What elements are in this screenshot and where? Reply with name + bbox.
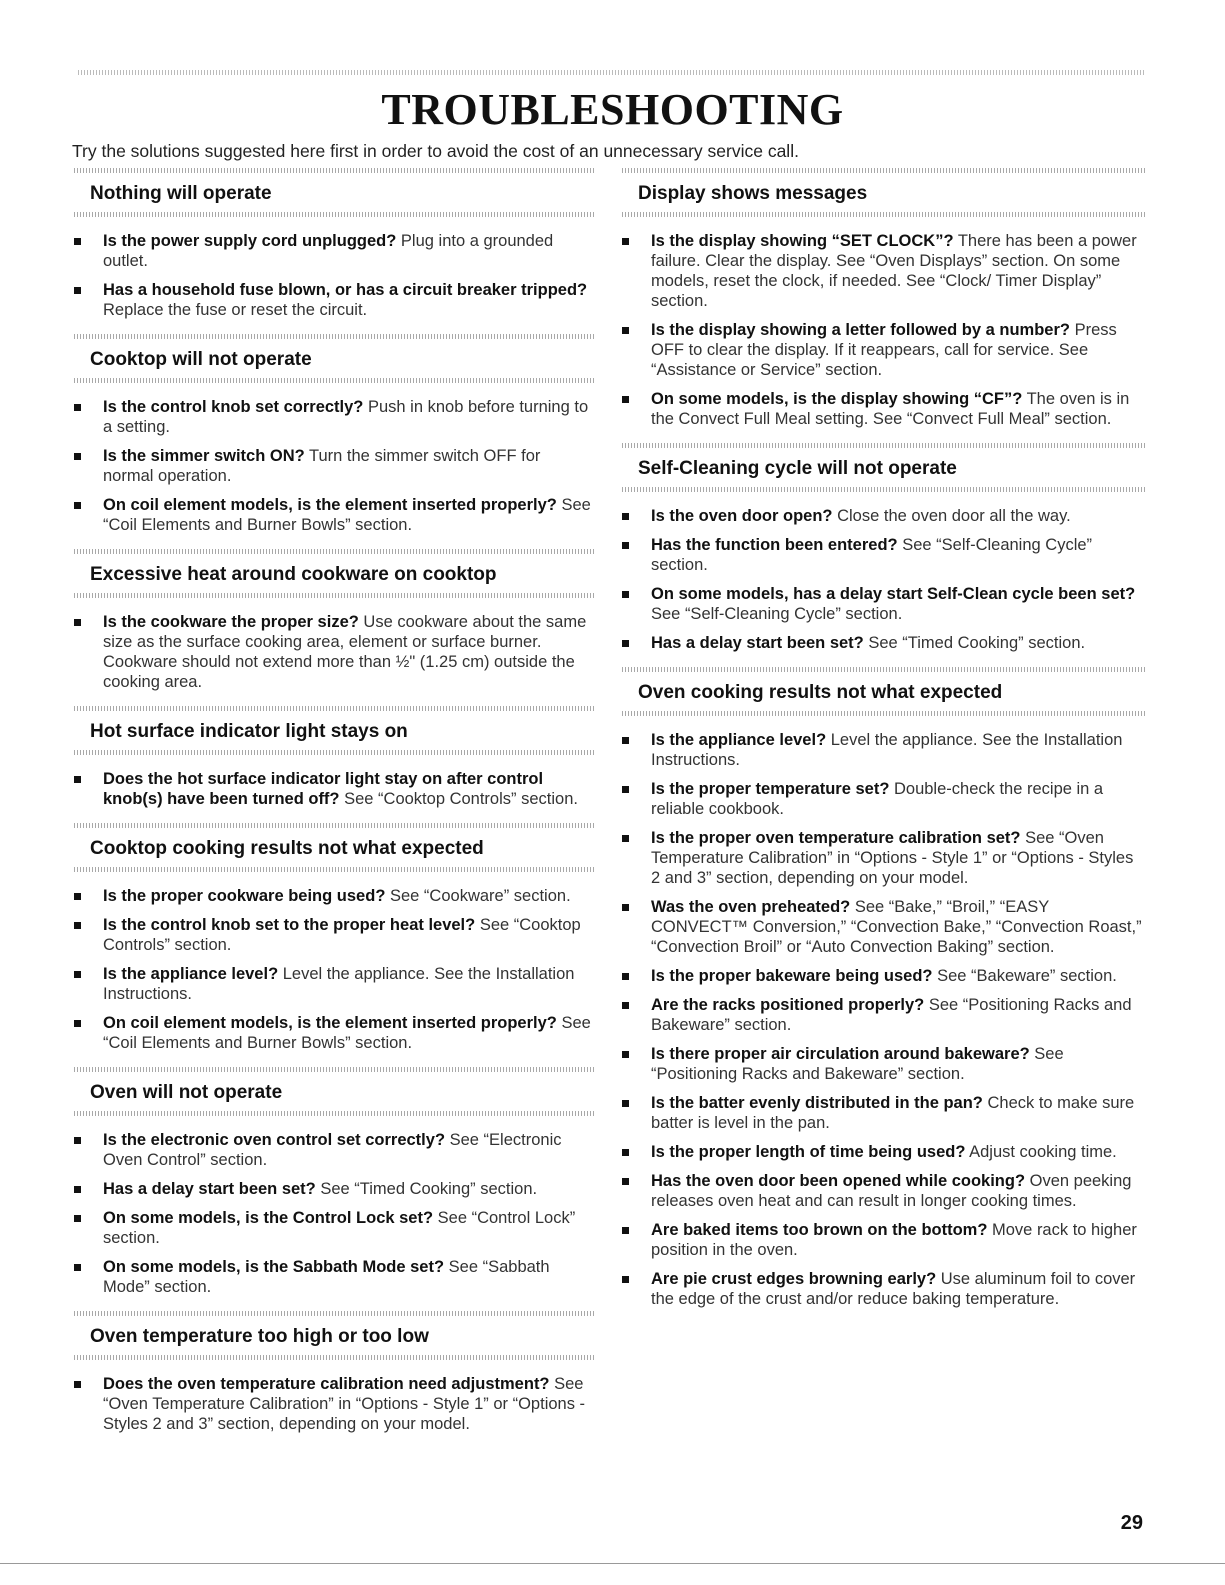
square-bullet-icon [622,542,629,549]
answer-text: Close the oven door all the way. [832,507,1071,525]
answer-text: See “Cooktop Controls” section. [103,916,581,954]
square-bullet-icon [74,1137,81,1144]
troubleshooting-section [622,443,1147,653]
square-bullet-icon [622,327,629,334]
question-text: Are the racks positioned properly? [651,996,925,1014]
question-text: On some models, is the Control Lock set? [103,1209,434,1227]
question-text: Has a household fuse blown, or has a circuit breaker tripped? [103,281,588,299]
square-bullet-icon [74,404,81,411]
question-text: Does the oven temperature calibration need adjustment? [103,1375,550,1393]
answer-text: Double-check the recipe in a reliable cookbook. [651,780,1104,818]
list-item [622,828,1147,888]
square-bullet-icon [74,1186,81,1193]
question-text: Is the appliance level? [651,731,827,749]
answer-text: See “Self-Cleaning Cycle” section. [651,605,903,623]
section-heading: Nothing will operate [90,183,272,204]
item-list [74,217,594,320]
list-item [622,1142,1147,1162]
question-text: Was the oven preheated? [651,898,851,916]
square-bullet-icon [622,1051,629,1058]
square-bullet-icon [622,904,629,911]
section-heading: Display shows messages [638,183,868,204]
question-text: Has a delay start been set? [103,1180,316,1198]
question-text: On some models, is the Sabbath Mode set? [103,1258,445,1276]
item-list [74,598,594,692]
answer-text: See “Bakeware” section. [932,967,1117,985]
answer-text: See “Cookware” section. [385,887,571,905]
troubleshooting-section [74,823,594,1053]
square-bullet-icon [622,640,629,647]
troubleshooting-section [622,667,1147,1309]
question-text: Is the appliance level? [103,965,279,983]
item-list [74,755,594,809]
square-bullet-icon [622,513,629,520]
item-list [622,716,1147,1309]
troubleshooting-section [74,168,594,320]
answer-text: Check to make sure batter is level in the pan. [651,1094,1135,1132]
list-item [622,897,1147,957]
list-item [622,1171,1147,1211]
list-item [74,1374,594,1434]
answer-text: See “Electronic Oven Control” section. [103,1131,562,1169]
section-heading: Hot surface indicator light stays on [90,721,408,742]
answer-text: Use aluminum foil to cover the edge of the crust and/or reduce baking temperature. [651,1270,1136,1308]
square-bullet-icon [74,287,81,294]
answer-text: See “Oven Temperature Calibration” in “Options - Style 1” or “Options - Styles 2 and 3” section, depending on your model. [651,829,1134,887]
section-heading: Oven temperature too high or too low [90,1326,429,1347]
answer-text: See “Sabbath Mode” section. [103,1258,550,1296]
question-text: Has a delay start been set? [651,634,864,652]
question-text: Does the hot surface indicator light stay on after control knob(s) have been turned off? [103,770,544,808]
troubleshooting-section [74,1311,594,1434]
list-item [74,612,594,692]
question-text: Has the function been entered? [651,536,898,554]
section-heading: Cooktop will not operate [90,349,312,370]
section-heading: Cooktop cooking results not what expected [90,838,484,859]
section-heading: Excessive heat around cookware on cooktop [90,564,497,585]
top-rule [78,70,1144,75]
question-text: Is the power supply cord unplugged? [103,232,397,250]
list-item [622,584,1147,624]
answer-text: The oven is in the Convect Full Meal setting. See “Convect Full Meal” section. [651,390,1130,428]
list-item [74,1130,594,1170]
list-item [622,1044,1147,1084]
question-text: On some models, is the display showing “CF”? [651,390,1023,408]
square-bullet-icon [74,238,81,245]
list-item [622,535,1147,575]
item-list [74,872,594,1053]
answer-text: Turn the simmer switch OFF for normal operation. [103,447,541,485]
question-text: Is the proper oven temperature calibration set? [651,829,1021,847]
answer-text: See “Coil Elements and Burner Bowls” section. [103,1014,591,1052]
question-text: On coil element models, is the element inserted properly? [103,496,557,514]
square-bullet-icon [74,922,81,929]
list-item [74,915,594,955]
answer-text: Level the appliance. See the Installation Instructions. [651,731,1123,769]
item-list [74,1116,594,1297]
square-bullet-icon [622,786,629,793]
answer-text: See “Cooktop Controls” section. [339,790,578,808]
right-column [622,168,1147,1318]
square-bullet-icon [74,1215,81,1222]
answer-text: Level the appliance. See the Installation Instructions. [103,965,575,1003]
question-text: Is the display showing a letter followed by a number? [651,321,1070,339]
answer-text: See “Oven Temperature Calibration” in “Options - Style 1” or “Options - Styles 2 and 3” section, depending on your model. [103,1375,586,1433]
question-text: On coil element models, is the element inserted properly? [103,1014,557,1032]
question-text: Are pie crust edges browning early? [651,1270,937,1288]
answer-text: See “Self-Cleaning Cycle” section. [651,536,1093,574]
square-bullet-icon [622,396,629,403]
square-bullet-icon [622,591,629,598]
answer-text: See “Control Lock” section. [103,1209,576,1247]
answer-text: Push in knob before turning to a setting. [103,398,589,436]
square-bullet-icon [622,1100,629,1107]
list-item [74,231,594,271]
answer-text: Use cookware about the same size as the surface cooking area, element or surface burner. Cookware should not extend more than ½" (1.25 cm) outside the cooking area. [103,613,587,691]
troubleshooting-section [74,706,594,809]
page-title: TROUBLESHOOTING [381,85,844,134]
answer-text: See “Bake,” “Broil,” “EASY CONVECT™ Conversion,” “Convection Bake,” “Convection Roast,” “Convection Broil” or “Auto Convection Baking” section. [651,898,1142,956]
question-text: Is the proper temperature set? [651,780,890,798]
question-text: Is the proper cookware being used? [103,887,386,905]
list-item [622,779,1147,819]
answer-text: Plug into a grounded outlet. [103,232,554,270]
list-item [74,1179,594,1199]
item-list [622,217,1147,429]
square-bullet-icon [622,1276,629,1283]
list-item [74,446,594,486]
question-text: Is the display showing “SET CLOCK”? [651,232,954,250]
list-item [74,964,594,1004]
question-text: Is the simmer switch ON? [103,447,305,465]
square-bullet-icon [622,1178,629,1185]
question-text: Is the batter evenly distributed in the pan? [651,1094,983,1112]
troubleshooting-section [74,549,594,692]
answer-text: See “Coil Elements and Burner Bowls” section. [103,496,591,534]
section-heading: Oven will not operate [90,1082,283,1103]
list-item [622,506,1147,526]
question-text: Is the control knob set correctly? [103,398,364,416]
square-bullet-icon [622,973,629,980]
bottom-rule [0,1563,1225,1564]
answer-text: See “Timed Cooking” section. [315,1180,538,1198]
troubleshooting-section [74,1067,594,1297]
answer-text: See “Timed Cooking” section. [863,634,1086,652]
list-item [622,966,1147,986]
list-item [74,1257,594,1297]
answer-text: Move rack to higher position in the oven. [651,1221,1137,1259]
list-item [622,1269,1147,1309]
question-text: On some models, has a delay start Self-Clean cycle been set? [651,585,1136,603]
square-bullet-icon [74,1264,81,1271]
list-item [74,769,594,809]
square-bullet-icon [74,1381,81,1388]
list-item [74,280,594,320]
list-item [74,495,594,535]
answer-text: See “Positioning Racks and Bakeware” section. [651,996,1132,1034]
answer-text: Adjust cooking time. [965,1143,1117,1161]
list-item [74,1013,594,1053]
square-bullet-icon [74,502,81,509]
square-bullet-icon [74,619,81,626]
square-bullet-icon [622,1002,629,1009]
question-text: Is the proper bakeware being used? [651,967,933,985]
square-bullet-icon [74,776,81,783]
left-column [74,168,594,1443]
list-item [622,320,1147,380]
section-heading: Oven cooking results not what expected [638,682,1003,703]
section-heading: Self-Cleaning cycle will not operate [638,458,957,479]
intro-text: Try the solutions suggested here first in order to avoid the cost of an unnecessary service call. [72,141,799,161]
item-list [74,1360,594,1434]
list-item [622,995,1147,1035]
answer-text: Oven peeking releases oven heat and can result in longer cooking times. [651,1172,1132,1210]
troubleshooting-section [74,334,594,535]
question-text: Is the proper length of time being used? [651,1143,966,1161]
square-bullet-icon [74,1020,81,1027]
list-item [74,1208,594,1248]
answer-text: Press OFF to clear the display. If it reappears, call for service. See “Assistance or Service” section. [651,321,1117,379]
square-bullet-icon [74,971,81,978]
list-item [622,1220,1147,1260]
square-bullet-icon [622,238,629,245]
item-list [74,383,594,535]
question-text: Is the control knob set to the proper heat level? [103,916,476,934]
list-item [622,633,1147,653]
question-text: Has the oven door been opened while cooking? [651,1172,1026,1190]
square-bullet-icon [622,737,629,744]
answer-text: Replace the fuse or reset the circuit. [103,301,368,319]
troubleshooting-section [622,168,1147,429]
list-item [622,730,1147,770]
question-text: Is the oven door open? [651,507,833,525]
square-bullet-icon [622,1149,629,1156]
square-bullet-icon [622,1227,629,1234]
list-item [622,389,1147,429]
page-number: 29 [1120,1512,1143,1534]
square-bullet-icon [622,835,629,842]
list-item [74,886,594,906]
question-text: Are baked items too brown on the bottom? [651,1221,988,1239]
question-text: Is the electronic oven control set correctly? [103,1131,446,1149]
square-bullet-icon [74,453,81,460]
question-text: Is there proper air circulation around bakeware? [651,1045,1030,1063]
item-list [622,492,1147,653]
list-item [74,397,594,437]
list-item [622,1093,1147,1133]
answer-text: There has been a power failure. Clear the display. See “Oven Displays” section. On some models, reset the clock, if needed. See “Clock/ Timer Display” section. [651,232,1137,310]
answer-text: See “Positioning Racks and Bakeware” section. [651,1045,1064,1083]
question-text: Is the cookware the proper size? [103,613,359,631]
list-item [622,231,1147,311]
square-bullet-icon [74,893,81,900]
